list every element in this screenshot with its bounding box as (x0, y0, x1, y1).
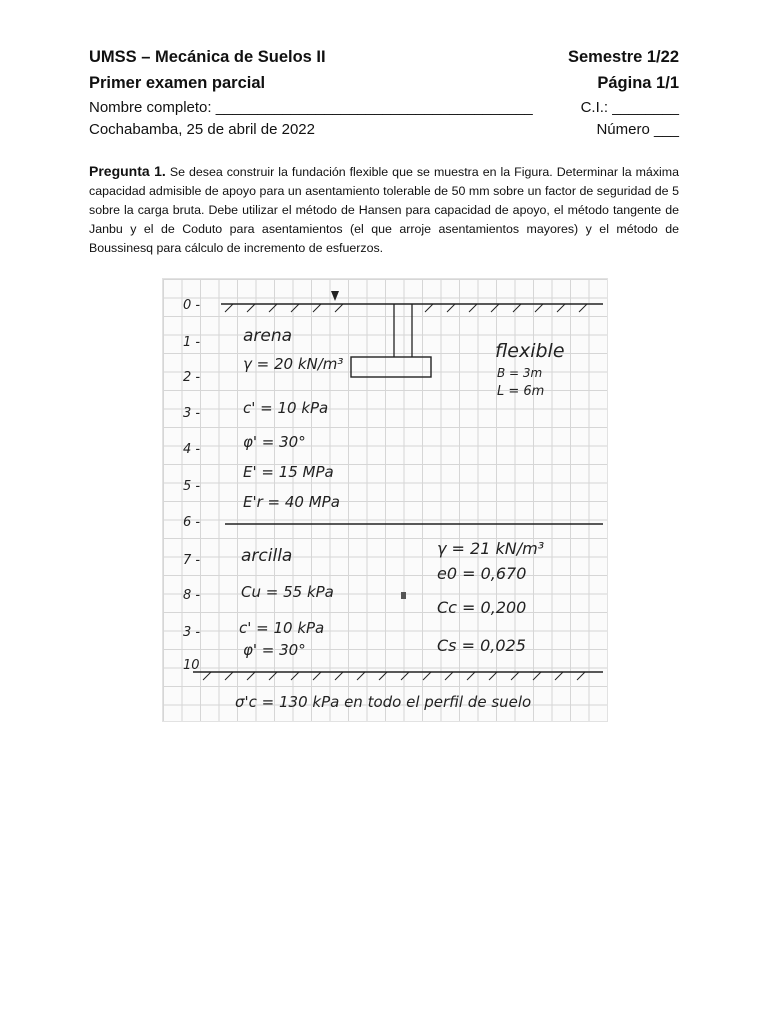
course-title: UMSS – Mecánica de Suelos II (89, 48, 326, 66)
mark (401, 592, 406, 599)
sand-friction: φ' = 30° (243, 433, 306, 451)
depth-axis (183, 298, 200, 673)
clay-friction: φ' = 30° (243, 641, 306, 659)
depth-label: 3 - (183, 625, 201, 640)
question-1 (89, 162, 679, 258)
depth-label: 4 - (183, 442, 201, 457)
depth-label: 10 (183, 658, 200, 673)
clay-properties-right (437, 539, 544, 655)
sand-modulus: E' = 15 MPa (243, 463, 334, 481)
sand-name: arena (243, 326, 293, 346)
sand-gamma: γ = 20 kN/m³ (243, 355, 344, 373)
soil-profile-sketch (162, 278, 608, 722)
depth-label: 6 - (183, 515, 201, 530)
footing-length: L = 6m (497, 384, 545, 399)
exam-title: Primer examen parcial (89, 74, 266, 92)
sand-cohesion: c' = 10 kPa (243, 399, 329, 417)
water-table-icon (331, 291, 339, 301)
footing-type: flexible (495, 340, 565, 362)
number-field: Número ___ (596, 121, 679, 138)
name-field: Nombre completo: ______________________________________ (89, 99, 533, 116)
clay-gamma: γ = 21 kN/m³ (437, 539, 545, 558)
question-text: Se desea construir la fundación flexible que se muestra en la Figura. Determinar la máxima capacidad admisible de apoyo para un asentamiento tolerable de 50 mm sobre un factor de seguridad de 5 sobre la carga bruta. Debe utilizar el método de Hansen para capacidad de apoyo, el método tangente de Janbu y el de Coduto para asentamientos (el que arroje asentamientos mayores) y el método de Boussinesq para cálculo de incremento de esfuerzos. (89, 165, 679, 255)
question-label: Pregunta 1. (89, 163, 166, 179)
clay-name: arcilla (241, 546, 293, 566)
sand-reload-modulus: E'r = 40 MPa (243, 493, 340, 511)
clay-cohesion: c' = 10 kPa (239, 619, 325, 637)
bottom-hatching (203, 672, 585, 680)
footing-width: B = 3m (497, 366, 543, 380)
sand-properties (243, 326, 343, 511)
depth-label: 0 - (183, 298, 201, 313)
depth-label: 3 - (183, 406, 201, 421)
depth-label: 8 - (183, 588, 201, 603)
depth-label: 2 - (183, 370, 201, 385)
footing-properties (495, 340, 565, 399)
place-date: Cochabamba, 25 de abril de 2022 (89, 121, 315, 138)
sketch-drawing (163, 279, 607, 721)
depth-label: 5 - (183, 479, 201, 494)
preconsolidation-note: σ'c = 130 kPa en todo el perfil de suelo (235, 693, 532, 711)
clay-swelling-index: Cs = 0,025 (437, 636, 526, 655)
page-number: Página 1/1 (597, 74, 679, 92)
footing (351, 357, 431, 377)
ci-field: C.I.: ________ (580, 99, 679, 116)
clay-undrained-cohesion: Cu = 55 kPa (241, 583, 334, 601)
semester: Semestre 1/22 (568, 48, 679, 66)
clay-compression-index: Cc = 0,200 (437, 598, 527, 617)
ground-hatching (225, 304, 587, 312)
depth-label: 1 - (183, 335, 201, 350)
depth-label: 7 - (183, 553, 201, 568)
clay-properties-left (239, 546, 334, 659)
clay-void-ratio: e0 = 0,670 (437, 564, 527, 583)
